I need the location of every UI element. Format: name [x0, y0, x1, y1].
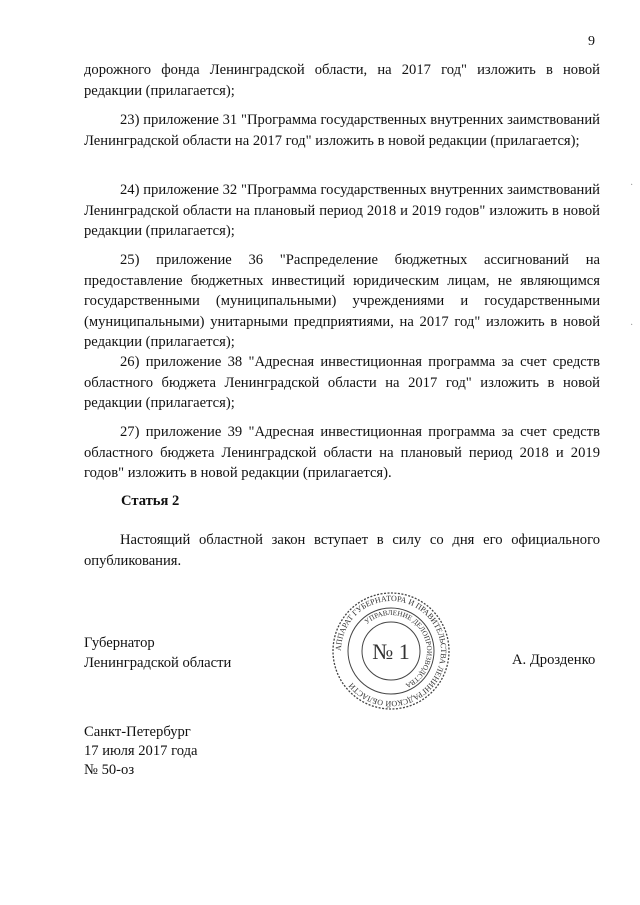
paragraph-item-24: 24) приложение 32 "Программа государственных внутренних заимствований Ленинградской области на плановый период 2018 и 2019 годов" изложить в новой редакции (прилагается); — [84, 182, 600, 239]
stamp-inner-text: УПРАВЛЕНИЕ ДЕЛОПРОИЗВОДСТВА — [363, 608, 434, 690]
paragraph-item-27: 27) приложение 39 "Адресная инвестиционная программа за счет средств областного бюджета Ленинградской области на плановый период 2018 и 2019 годов" изложить в новой редакции (прилагается). — [84, 424, 600, 481]
signatory-title — [84, 633, 231, 673]
paragraph-item-25: 25) приложение 36 "Распределение бюджетных ассигнований на предоставление бюджетных инвестиций юридическим лицам, не являющимся государственными (муниципальными) учреждениями и государственными (муниципальными) унитарными предприятиями, на 2017 год" изложить в новой редакции (прилагается); — [84, 252, 600, 350]
stamp-number: № 1 — [372, 639, 410, 664]
footer-date: 17 июля 2017 года — [84, 743, 198, 759]
page-number: 9 — [588, 34, 595, 49]
scan-mark: · — [630, 320, 634, 331]
scan-mark: · — [630, 180, 634, 191]
signatory-title-line2: Ленинградской области — [84, 655, 232, 671]
paragraph-item-26: 26) приложение 38 "Адресная инвестиционная программа за счет средств областного бюджета Ленинградской области на 2017 год" изложить в новой редакции (прилагается); — [84, 354, 600, 411]
article-heading: Статья 2 — [121, 493, 180, 509]
paragraph-continuation: дорожного фонда Ленинградской области, на 2017 год" изложить в новой редакции (прилагается); — [84, 62, 600, 99]
signatory-title-line1: Губернатор — [84, 635, 155, 651]
footer-city: Санкт-Петербург — [84, 724, 191, 740]
official-stamp — [330, 590, 452, 712]
footer-law-number: № 50-оз — [84, 762, 135, 778]
article-text: Настоящий областной закон вступает в силу со дня его официального опубликования. — [84, 532, 600, 569]
footer-info — [84, 723, 197, 780]
paragraph-item-23: 23) приложение 31 "Программа государственных внутренних заимствований Ленинградской области на 2017 год" изложить в новой редакции (прилагается); — [84, 112, 600, 149]
signatory-name: А. Дрозденко — [512, 652, 596, 668]
stamp-ring-text: АППАРАТ ГУБЕРНАТОРА И ПРАВИТЕЛЬСТВА ЛЕНИНГРАДСКОЙ ОБЛАСТИ — [333, 593, 449, 709]
